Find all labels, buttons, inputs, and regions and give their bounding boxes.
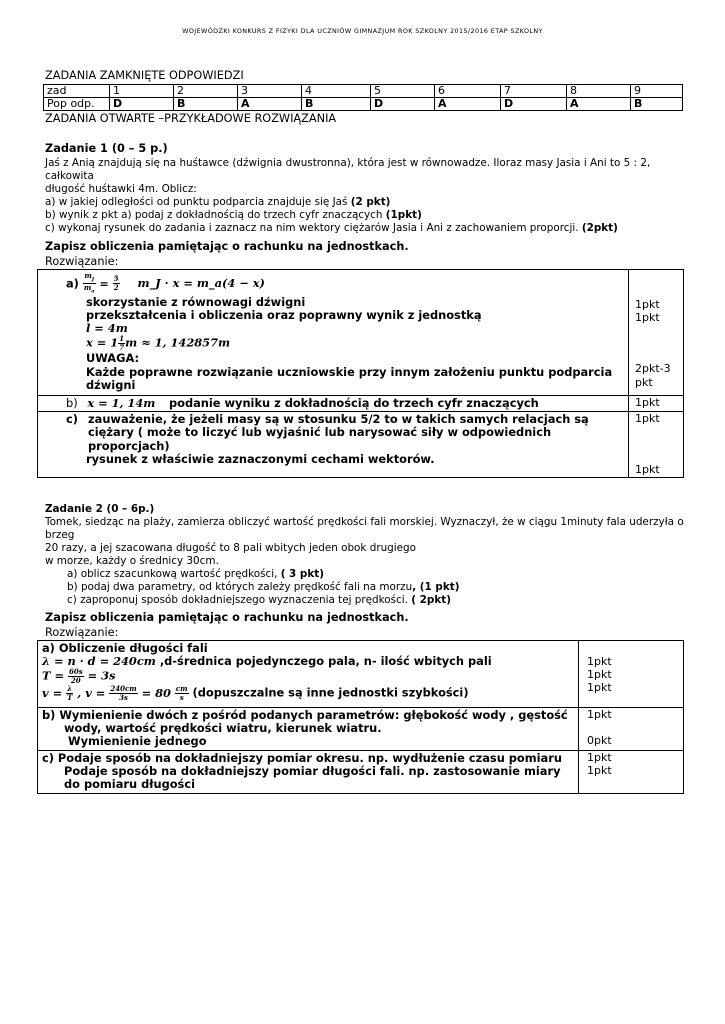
solution-cell: b) x = 1, 14m podanie wyniku z dokładnością do trzech cyfr znaczących (38, 396, 629, 412)
answer-cell: D (371, 98, 435, 111)
solution-a-eq-line: a) $\frac{m_J}{m_a}$ = $\frac{5}{2}$ m_J · x = m_a(4 − x) (66, 271, 265, 295)
uwaga-label: UWAGA: (86, 351, 140, 366)
points-value: 2pkt-3 pkt (635, 362, 671, 389)
solution-c-text: zauważenie, że jeżeli masy są w stosunku 5/2 to w takich samych relacjach są ciężary ( może to liczyć lub wyjaśnić lub narysować siły w odpowiednich proporcjach) (88, 412, 589, 453)
task1-question-b: b) wynik z pkt a) podaj z dokładnością do trzech cyfr znaczących (1pkt) (45, 209, 422, 221)
answer-cell: B (631, 98, 683, 111)
answer-cell: A (435, 98, 501, 111)
points-cell (579, 708, 684, 751)
task1-body-line: Jaś z Anią znajdują się na huśtawce (dźwignia dwustronna), która jest w równowadze. Iloraz masy Jasia i Ani to 5 : 2, całkowita (45, 157, 651, 182)
points-cell (579, 750, 684, 793)
solution-line: a) Obliczenie długości fali (42, 641, 208, 655)
answer-cell: D (110, 98, 174, 111)
task2-body-line: w morze, każdy o średnicy 30cm. (45, 555, 219, 567)
answer-cell: A (567, 98, 631, 111)
table-cell: 1 (110, 85, 174, 98)
table-cell: 9 (631, 85, 683, 98)
task2-question-b: b) podaj dwa parametry, od których zależy prędkość fali na morzu, (1 pkt) (67, 581, 460, 593)
solution-b-text: b) Wymienienie dwóch z pośród podanych parametrów: głębokość wody , gęstość wody, wartość prędkości wiatru, kierunek wiatru. (42, 708, 568, 736)
task2-note: Zapisz obliczenia pamiętając o rachunku na jednostkach. (45, 611, 409, 624)
task2-body-line: Tomek, siedząc na plaży, zamierza obliczyć wartość prędkości fali morskiej. Wyznaczył, że w ciągu 1minuty fala uderzyła o brzeg (45, 516, 684, 541)
task2-solution-table (37, 640, 684, 794)
points-value: 1pkt (635, 412, 660, 426)
row-label: Pop odp. (44, 98, 110, 111)
table-cell: 4 (302, 85, 371, 98)
points-value: 1pkt (587, 681, 612, 695)
solution-row-c (38, 750, 684, 793)
answer-cell: B (174, 98, 238, 111)
table-cell: 8 (567, 85, 631, 98)
solution-eq: x = 1 $\frac{1}{7}$ m ≈ 1, 142857m (86, 334, 231, 353)
solution-eq: λ = n · d = 240cm ,d-średnica pojedynczego pala, n- ilość wbitych pali (42, 654, 492, 669)
mass-ratio-fraction: $\frac{m_J}{m_a}$ (83, 271, 95, 295)
table-cell: 5 (371, 85, 435, 98)
row-label: zad (44, 85, 110, 98)
solution-row-b (38, 396, 684, 412)
points-value: 1pkt (635, 298, 660, 311)
answer-cell: D (501, 98, 567, 111)
task1-solution-label: Rozwiązanie: (45, 255, 119, 268)
answers-table (43, 84, 683, 111)
answer-cell: A (238, 98, 302, 111)
solution-row-a (38, 270, 684, 396)
solution-cell: c) zauważenie, że jeżeli masy są w stosunku 5/2 to w takich samych relacjach są ciężary ( może to liczyć lub wyjaśnić lub narysować siły w odpowiednich proporcjach) rysunek z właściwie zaznaczonymi cechami wektorów. (38, 412, 629, 478)
task2-body (45, 516, 710, 607)
points-value: 1pkt (587, 750, 612, 764)
task1-solution-table (37, 269, 684, 478)
solution-line: przekształcenia i obliczenia oraz poprawny wynik z jednostką (86, 307, 482, 322)
answers-number-row (44, 85, 683, 98)
page-header: WOJEWÓDZKI KONKURS Z FIZYKI DLA UCZNIÓW GIMNAZJUM ROK SZKOLNY 2015/2016 ETAP SZKOLNY (182, 27, 543, 35)
solution-eq: l = 4m (86, 321, 128, 336)
task2-solution-label: Rozwiązanie: (45, 626, 119, 639)
period-eq: T = $\frac{60s}{20}$ = 3s (42, 667, 116, 686)
points-value: 1pkt (629, 396, 684, 412)
points-value: 1pkt (587, 655, 612, 668)
points-value: 1pkt (587, 668, 612, 682)
points-value: 0pkt (587, 734, 612, 748)
solution-row-a (38, 641, 684, 708)
task2-question-a: a) oblicz szacunkową wartość prędkości, ( 3 pkt) (67, 568, 324, 580)
points-cell (629, 270, 684, 396)
solution-c-text2: rysunek z właściwie zaznaczonymi cechami wektorów. (86, 451, 435, 466)
solution-cell (38, 708, 579, 751)
points-cell (629, 412, 684, 478)
solution-b-text2: Wymienienie jednego (68, 734, 207, 749)
task2-question-c: c) zaproponuj sposób dokładniejszego wyznaczenia tej prędkości. ( 2pkt) (67, 594, 451, 606)
solution-row-c (38, 412, 684, 478)
points-value: 1pkt (587, 763, 612, 777)
solution-c-text2: Podaje sposób na dokładniejszy pomiar długości fali. np. zastosowanie miary do pomiaru długości (64, 763, 561, 792)
task1-body (45, 157, 695, 235)
task1-title: Zadanie 1 (0 – 5 p.) (45, 142, 168, 155)
points-cell (579, 641, 684, 708)
solution-line: skorzystanie z równowagi dźwigni (86, 294, 306, 309)
points-value: 1pkt (587, 708, 612, 721)
solution-cell (38, 641, 579, 708)
solution-cell (38, 750, 579, 793)
task1-question-c: c) wykonaj rysunek do zadania i zaznacz na nim wektory ciężarów Jasia i Ani z zachowaniem proporcji. (2pkt) (45, 222, 618, 234)
points-value: 1pkt (635, 311, 660, 325)
task2-body-line: 20 razy, a jej szacowana długość to 8 pali wbitych jeden obok drugiego (45, 542, 417, 554)
solution-cell (38, 270, 629, 396)
task1-question-a: a) w jakiej odległości od punktu podparcia znajduje się Jaś (2 pkt) (45, 196, 391, 208)
closed-answers-title: ZADANIA ZAMKNIĘTE ODPOWIEDZI (45, 69, 244, 82)
points-value: 1pkt (635, 463, 660, 476)
table-cell: 2 (174, 85, 238, 98)
task2-title: Zadanie 2 (0 – 6p.) (45, 503, 155, 515)
speed-eq: v = $\frac{\lambda}{T}$ , v = $\frac{240cm}{3s}$ = 80 $\frac{cm}{s}$ (dopuszczalne są inne jednostki szybkości) (42, 684, 469, 703)
solution-c-text: c) Podaje sposób na dokładniejszy pomiar okresu. np. wydłużenie czasu pomiaru (42, 750, 562, 765)
open-tasks-title: ZADANIA OTWARTE –PRZYKŁADOWE ROZWIĄZANIA (45, 112, 337, 125)
task1-body-line: długość huśtawki 4m. Oblicz: (45, 183, 197, 195)
solution-row-b (38, 708, 684, 751)
task1-note: Zapisz obliczenia pamiętając o rachunku na jednostkach. (45, 240, 409, 253)
table-cell: 7 (501, 85, 567, 98)
answers-row (44, 98, 683, 111)
table-cell: 6 (435, 85, 501, 98)
table-cell: 3 (238, 85, 302, 98)
answer-cell: B (302, 98, 371, 111)
uwaga-text: Każde poprawne rozwiązanie uczniowskie przy innym założeniu punktu podparcia dźwigni (86, 364, 613, 392)
